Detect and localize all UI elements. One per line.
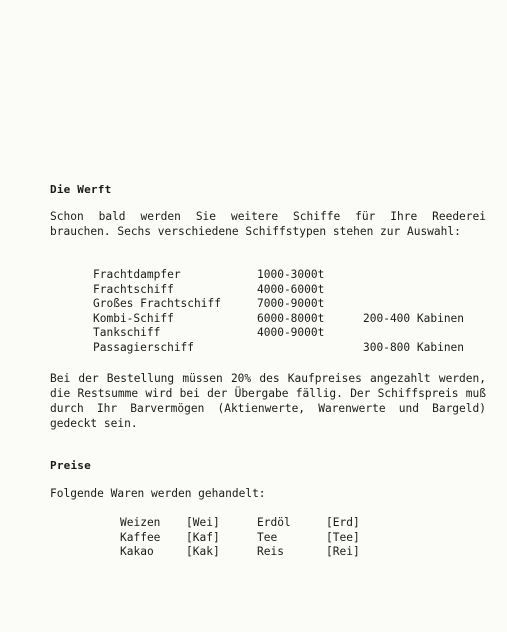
ship-row (93, 326, 464, 341)
ship-name: Passagierschiff (93, 340, 195, 354)
goods-name: Kaffee (120, 530, 161, 544)
ship-tonnage: 4000-6000t (257, 282, 325, 296)
ship-row (93, 312, 464, 327)
ship-name: Großes Frachtschiff (93, 297, 221, 310)
goods-name: Weizen (120, 516, 161, 529)
goods-abbr: [Kak] (186, 545, 220, 558)
section-title-preise: Preise (50, 459, 91, 472)
goods-name: Tee (257, 530, 278, 544)
goods-table (120, 516, 360, 560)
goods-name: Kakao (120, 545, 154, 558)
goods-abbr: [Rei] (326, 545, 360, 558)
goods-abbr: [Erd] (326, 516, 360, 529)
ship-tonnage: 1000-3000t (257, 268, 325, 281)
ship-tonnage: 4000-9000t (257, 326, 325, 339)
section-title-werft: Die Werft (50, 183, 112, 196)
goods-row (120, 531, 360, 546)
goods-name: Reis (257, 545, 284, 558)
ship-name: Frachtschiff (93, 282, 174, 296)
ship-row (93, 268, 464, 283)
werft-intro-text: Schon bald werden Sie weitere Schiffe für Ihre Reederei brauchen. Sechs verschiedene Schiffstypen stehen zur Auswahl: (50, 210, 486, 238)
ship-cabins (363, 326, 464, 341)
ship-name: Kombi-Schiff (93, 311, 174, 325)
ship-tonnage (257, 341, 363, 356)
goods-row (120, 545, 360, 560)
ship-types-table (93, 268, 464, 355)
goods-abbr: [Kaf] (186, 530, 220, 544)
ship-tonnage: 6000-8000t (257, 311, 325, 325)
goods-name: Erdöl (257, 516, 291, 529)
goods-intro-text: Folgende Waren werden gehandelt: (50, 487, 266, 500)
ship-row (93, 341, 464, 356)
ship-row (93, 297, 464, 312)
order-conditions-text: Bei der Bestellung müssen 20% des Kaufpreises angezahlt werden, die Restsumme wird bei der Übergabe fällig. Der Schiffspreis muß durch Ihr Barvermögen (Aktienwerte, Warenwerte und Bargeld) gedeckt sein. (50, 372, 486, 430)
ship-name: Frachtdampfer (93, 268, 181, 281)
goods-row (120, 516, 360, 531)
ship-name: Tankschiff (93, 326, 161, 339)
goods-abbr: [Tee] (326, 530, 360, 544)
ship-tonnage: 7000-9000t (257, 297, 325, 310)
ship-cabins (363, 297, 464, 312)
ship-cabins: 200-400 Kabinen (363, 311, 465, 325)
ship-cabins: 300-800 Kabinen (363, 340, 465, 354)
goods-abbr: [Wei] (186, 516, 220, 529)
ship-cabins (363, 283, 464, 298)
ship-cabins (363, 268, 464, 283)
ship-row (93, 283, 464, 298)
